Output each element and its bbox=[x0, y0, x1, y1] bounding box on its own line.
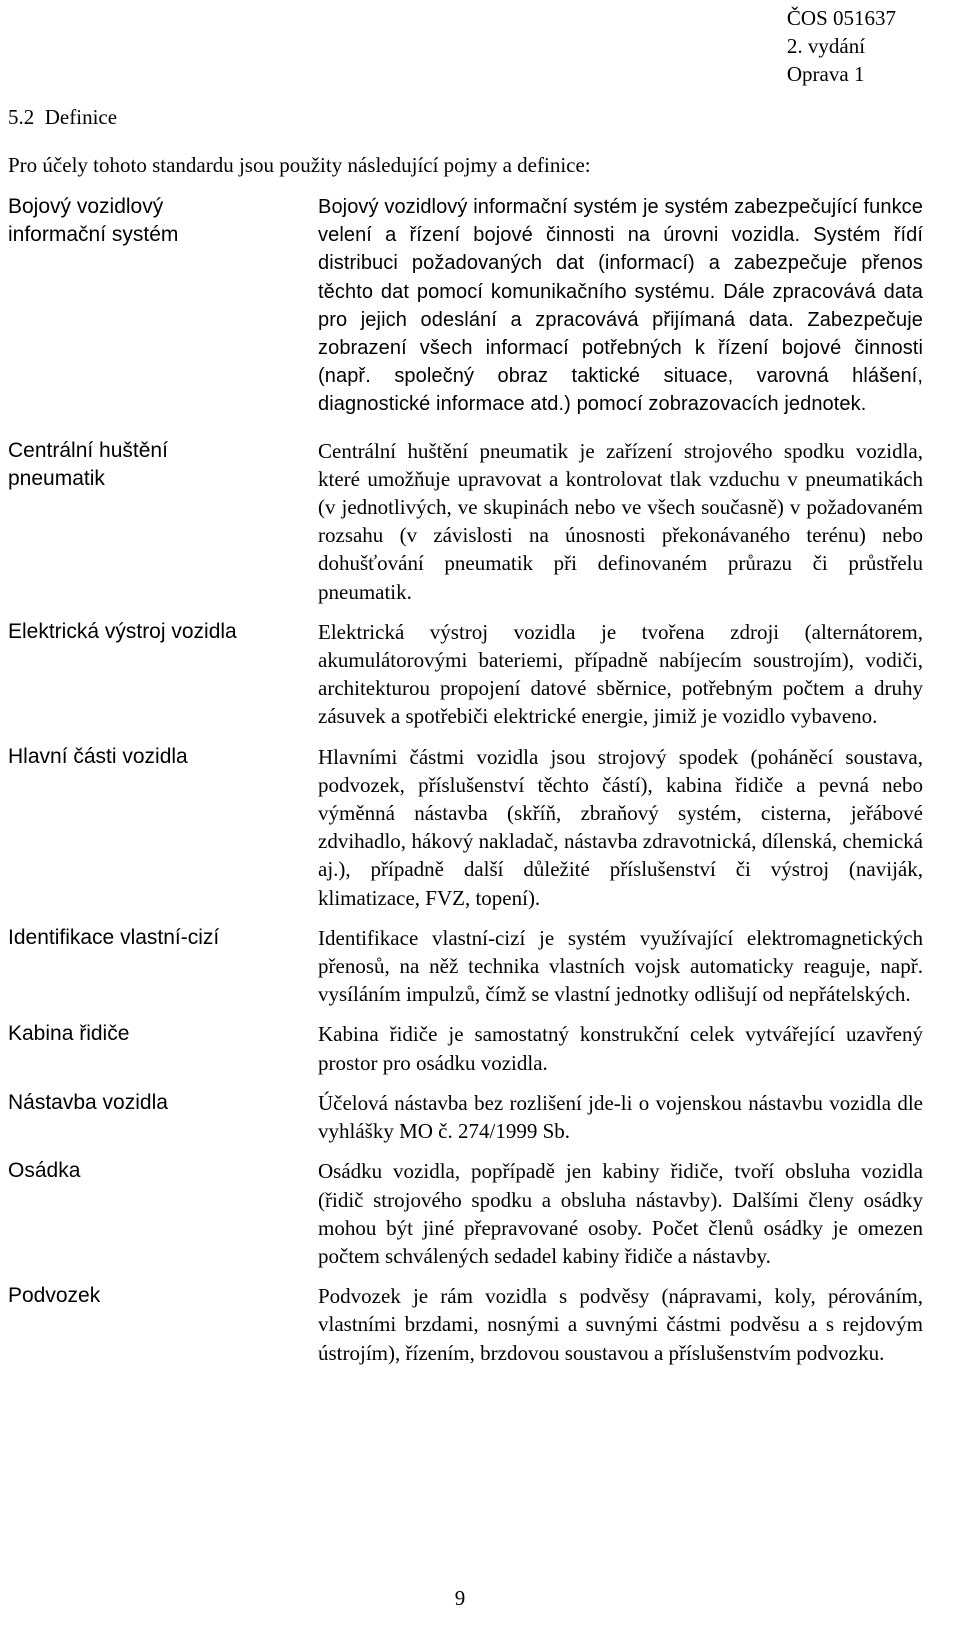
definition-description: Identifikace vlastní-cizí je systém využívající elektromagnetických přenosů, na něž technika vlastních vojsk automaticky reaguje, např. vysíláním impulzů, čímž se vlastní jednotky odlišují od nepřátelských. bbox=[318, 925, 923, 1007]
definition-description: Bojový vozidlový informační systém je systém zabezpečující funkce velení a řízení bojové činnosti na úrovni vozidla. Systém řídí distribuci požadovaných dat (informací) a zabezpečuje přenos těchto dat pomocí komunikačního systému. Dále zpracovává data pro jejich odeslání a zpracovává přijímaná data. Zabezpečuje zobrazení všech informací potřebných k řízení bojové činnosti (např. společný obraz taktické situace, varovná hlášení, diagnostické informace atd.) pomocí zobrazovacích jednotek. bbox=[318, 196, 923, 416]
definition-term: Bojový vozidlový informační systém bbox=[8, 195, 179, 246]
definition-item bbox=[8, 924, 923, 1009]
definition-term: Hlavní části vozidla bbox=[8, 744, 188, 768]
definition-term: Identifikace vlastní-cizí bbox=[8, 925, 220, 949]
definition-description: Podvozek je rám vozidla s podvěsy (nápravami, koly, pérováním, vlastními brzdami, nosnými a suvnými částmi podvěsu a s rejdovým ústrojím), řízením, brzdovou soustavou a příslušenstvím podvozku. bbox=[318, 1284, 923, 1365]
definition-term: Osádka bbox=[8, 1159, 81, 1183]
definition-description: Účelová nástavba bez rozlišení jde-li o vojenskou nástavbu vozidla dle vyhlášky MO č. 274/1999 Sb. bbox=[318, 1090, 923, 1144]
amendment-label: Oprava 1 bbox=[786, 62, 865, 86]
definition-item bbox=[8, 1020, 923, 1076]
definition-term: Elektrická výstroj vozidla bbox=[8, 619, 237, 643]
definition-item bbox=[8, 743, 923, 912]
definition-term: Centrální huštění pneumatik bbox=[8, 438, 168, 490]
definition-term: Nástavba vozidla bbox=[8, 1090, 168, 1114]
definition-description: Hlavními částmi vozidla jsou strojový spodek (poháněcí soustava, podvozek, příslušenství těchto částí), kabina řidiče a pevná nebo výměnná nástavba (skříň, zbraňový systém, cisterna, jeřábové zdvihadlo, hákový nakladač, nástavba zdravotnická, dílenská, chemická aj.), případně další důležité příslušenství či výstroj (naviják, klimatizace, FVZ, topení). bbox=[318, 744, 923, 910]
definition-description: Kabina řidiče je samostatný konstrukční celek vytvářející uzavřený prostor pro osádku vozidla. bbox=[318, 1022, 923, 1075]
section-title: 5.2 Definice bbox=[8, 105, 118, 129]
document-header bbox=[787, 4, 896, 88]
definition-term: Podvozek bbox=[8, 1284, 101, 1308]
definition-item bbox=[8, 618, 923, 731]
definition-item bbox=[8, 1157, 923, 1270]
definition-description: Osádku vozidla, popřípadě jen kabiny řidiče, tvoří obsluha vozidla (řidič strojového spodku a obsluha nástavby). Dalšími členy osádky mohou být jiné přepravované osoby. Počet členů osádky je omezen počtem schválených sedadel kabiny řidiče a nástavby. bbox=[318, 1159, 923, 1268]
definition-description: Elektrická výstroj vozidla je tvořena zdroji (alternátorem, akumulátorovými bateriemi, případně nabíjecím soustrojím), vodiči, architekturou propojení datové sběrnice, potřebným počtem a druhy zásuvek a spotřebiči elektrické energie, jimiž je vozidlo vybaveno. bbox=[318, 619, 923, 729]
definition-list bbox=[8, 193, 923, 1376]
section-intro: Pro účely tohoto standardu jsou použity následující pojmy a definice: bbox=[8, 153, 591, 177]
edition-label: 2. vydání bbox=[786, 34, 866, 58]
definition-item bbox=[8, 193, 923, 419]
definition-description: Centrální huštění pneumatik je zařízení strojového spodku vozidla, které umožňuje upravovat a kontrolovat tlak vzduchu v pneumatikách (v jednotlivých, ve skupinách nebo ve všech současně) v požadovaném rozsahu (v závislosti na únosnosti překonávaného terénu) nebo dohušťování pneumatik při definovaném průrazu či průstřelu pneumatik. bbox=[318, 438, 923, 604]
page-number: 9 bbox=[454, 1586, 466, 1610]
definition-item bbox=[8, 1282, 923, 1367]
definition-item bbox=[8, 1089, 923, 1145]
definition-item bbox=[8, 437, 923, 606]
definition-term: Kabina řidiče bbox=[8, 1022, 130, 1046]
standard-number: ČOS 051637 bbox=[786, 6, 896, 30]
